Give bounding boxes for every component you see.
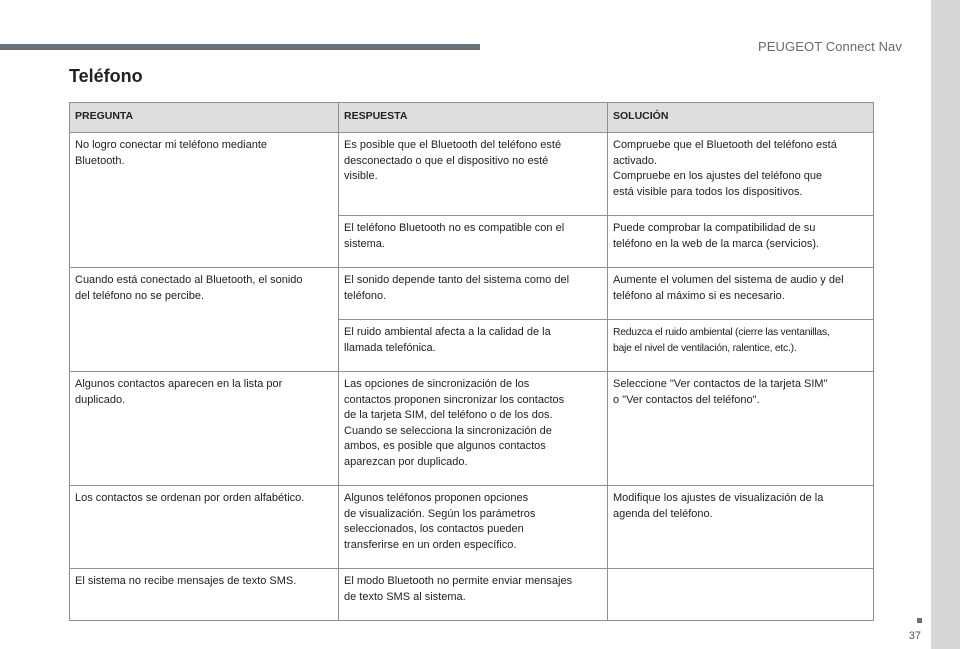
solution-cell: Seleccione "Ver contactos de la tarjeta SIM" o "Ver contactos del teléfono".	[608, 372, 874, 486]
answer-cell: El ruido ambiental afecta a la calidad de la llamada telefónica.	[339, 320, 608, 372]
question-cell: Cuando está conectado al Bluetooth, el sonido del teléfono no se percibe.	[70, 268, 339, 372]
solution-cell: Aumente el volumen del sistema de audio y del teléfono al máximo si es necesario.	[608, 268, 874, 320]
column-header-question: PREGUNTA	[70, 103, 339, 133]
answer-cell: Algunos teléfonos proponen opciones de visualización. Según los parámetros seleccionados, los contactos pueden transferirse en un orden específico.	[339, 486, 608, 569]
table-row	[70, 372, 874, 486]
answer-cell: Es posible que el Bluetooth del teléfono esté desconectado o que el dispositivo no esté visible.	[339, 133, 608, 216]
answer-cell: Las opciones de sincronización de los contactos proponen sincronizar los contactos de la tarjeta SIM, del teléfono o de los dos. Cuando se selecciona la sincronización de ambos, es posible que algunos contactos aparezcan por duplicado.	[339, 372, 608, 486]
answer-cell: El teléfono Bluetooth no es compatible con el sistema.	[339, 216, 608, 268]
solution-cell: Reduzca el ruido ambiental (cierre las ventanillas, baje el nivel de ventilación, ralentice, etc.).	[608, 320, 874, 372]
table-row	[70, 569, 874, 621]
question-cell: No logro conectar mi teléfono mediante Bluetooth.	[70, 133, 339, 268]
question-cell: El sistema no recibe mensajes de texto SMS.	[70, 569, 339, 621]
solution-cell	[608, 569, 874, 621]
table-row	[70, 268, 874, 320]
question-cell: Algunos contactos aparecen en la lista por duplicado.	[70, 372, 339, 486]
page-title: Teléfono	[69, 66, 143, 86]
manual-title: PEUGEOT Connect Nav	[758, 39, 902, 54]
solution-cell: Compruebe que el Bluetooth del teléfono está activado. Compruebe en los ajustes del teléfono que está visible para todos los dispositivos.	[608, 133, 874, 216]
solution-cell: Puede comprobar la compatibilidad de su teléfono en la web de la marca (servicios).	[608, 216, 874, 268]
column-header-answer: RESPUESTA	[339, 103, 608, 133]
table-header-row	[70, 103, 874, 133]
page-number: 37	[908, 630, 921, 642]
troubleshooting-table	[69, 102, 874, 621]
column-header-solution: SOLUCIÓN	[608, 103, 874, 133]
side-margin-strip	[931, 0, 960, 649]
answer-cell: El modo Bluetooth no permite enviar mensajes de texto SMS al sistema.	[339, 569, 608, 621]
table-row	[70, 133, 874, 216]
answer-cell: El sonido depende tanto del sistema como del teléfono.	[339, 268, 608, 320]
question-cell: Los contactos se ordenan por orden alfabético.	[70, 486, 339, 569]
table-row	[70, 486, 874, 569]
solution-cell: Modifique los ajustes de visualización de la agenda del teléfono.	[608, 486, 874, 569]
page-marker-square	[917, 618, 922, 623]
header-accent-bar	[0, 44, 480, 50]
